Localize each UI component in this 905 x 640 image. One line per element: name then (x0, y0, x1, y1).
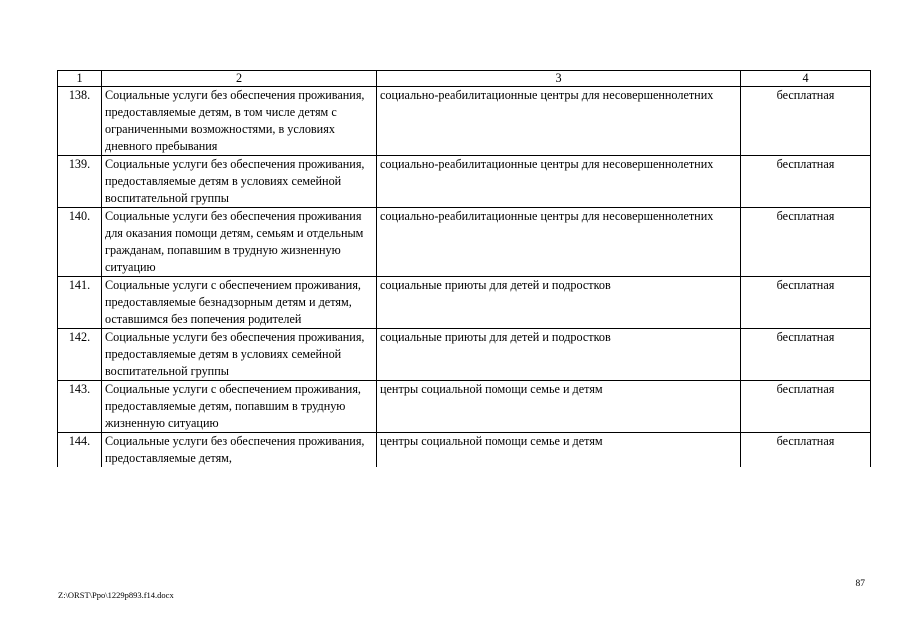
service-description: Социальные услуги без обеспечения проживания, предоставляемые детям, в том числе детям с ограниченными возможностями, в условиях дневного пребывания (102, 87, 377, 156)
row-number: 140. (58, 208, 102, 277)
row-number: 139. (58, 156, 102, 208)
row-number: 138. (58, 87, 102, 156)
institution-type: социальные приюты для детей и подростков (377, 277, 741, 329)
table-row (58, 87, 871, 156)
column-header-1: 1 (58, 71, 102, 87)
institution-type: центры социальной помощи семье и детям (377, 381, 741, 433)
table-row (58, 208, 871, 277)
table-row (58, 381, 871, 433)
service-description: Социальные услуги без обеспечения проживания, предоставляемые детям в условиях семейной воспитательной группы (102, 329, 377, 381)
column-header-2: 2 (102, 71, 377, 87)
table-row (58, 433, 871, 468)
service-description: Социальные услуги с обеспечением проживания, предоставляемые безнадзорным детям и детям, оставшимся без попечения родителей (102, 277, 377, 329)
institution-type: социально-реабилитационные центры для несовершеннолетних (377, 156, 741, 208)
page-number: 87 (855, 579, 865, 589)
cost-type: бесплатная (741, 433, 871, 468)
row-number: 144. (58, 433, 102, 468)
table-header-row (58, 71, 871, 87)
service-description: Социальные услуги без обеспечения проживания для оказания помощи детям, семьям и отдельным гражданам, попавшим в трудную жизненную ситуацию (102, 208, 377, 277)
institution-type: социальные приюты для детей и подростков (377, 329, 741, 381)
cost-type: бесплатная (741, 381, 871, 433)
row-number: 142. (58, 329, 102, 381)
row-number: 143. (58, 381, 102, 433)
cost-type: бесплатная (741, 277, 871, 329)
cost-type: бесплатная (741, 208, 871, 277)
cost-type: бесплатная (741, 156, 871, 208)
service-description: Социальные услуги без обеспечения проживания, предоставляемые детям в условиях семейной воспитательной группы (102, 156, 377, 208)
column-header-4: 4 (741, 71, 871, 87)
table-row (58, 156, 871, 208)
row-number: 141. (58, 277, 102, 329)
services-table (57, 70, 871, 467)
column-header-3: 3 (377, 71, 741, 87)
table-row (58, 277, 871, 329)
cost-type: бесплатная (741, 329, 871, 381)
institution-type: центры социальной помощи семье и детям (377, 433, 741, 468)
cost-type: бесплатная (741, 87, 871, 156)
table-row (58, 329, 871, 381)
page-break-mask (0, 569, 905, 579)
institution-type: социально-реабилитационные центры для несовершеннолетних (377, 87, 741, 156)
institution-type: социально-реабилитационные центры для несовершеннолетних (377, 208, 741, 277)
file-path: Z:\ORST\Ppo\1229p893.f14.docx (58, 590, 174, 600)
service-description: Социальные услуги без обеспечения проживания, предоставляемые детям, (102, 433, 377, 468)
service-description: Социальные услуги с обеспечением проживания, предоставляемые детям, попавшим в трудную жизненную ситуацию (102, 381, 377, 433)
